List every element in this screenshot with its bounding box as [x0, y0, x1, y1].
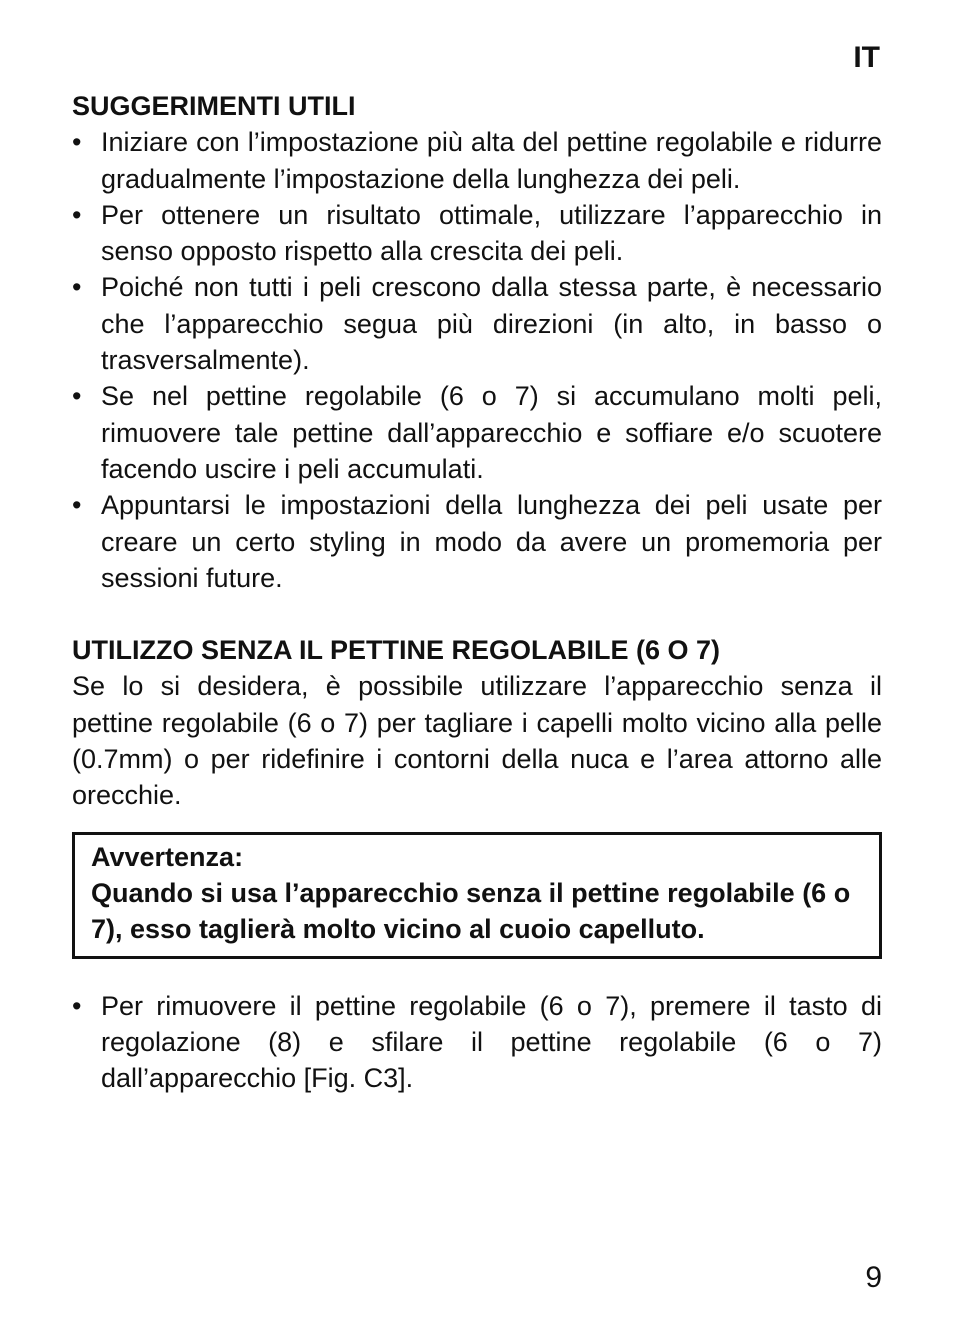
bullet-icon: •: [72, 381, 82, 412]
page-number: 9: [865, 1261, 882, 1294]
body-paragraph: Se lo si desidera, è possibile utilizzare l’apparecchio senza il pettine regolabile (6 o 7) per tagliare i capelli molto vicino alla pelle (0.7mm) o per ridefinire i contorni della nuca e l’area attorno alle orecchie.: [72, 671, 882, 811]
suggestions-list: [72, 124, 882, 596]
page-content: [72, 88, 882, 1096]
warning-box: [72, 832, 882, 959]
bullet-icon: •: [72, 272, 82, 303]
language-code: IT: [853, 41, 880, 74]
list-item-text: Per rimuovere il pettine regolabile (6 o 7), premere il tasto di regolazione (8) e sfilare il pettine regolabile (6 o 7) dall’apparecchio [Fig. C3].: [101, 990, 882, 1094]
warning-text: Quando si usa l’apparecchio senza il pettine regolabile (6 o 7), esso taglierà molto vicino al cuoio capelluto.: [91, 877, 851, 945]
list-item: [72, 269, 882, 378]
list-item: [72, 988, 882, 1097]
list-item-text: Per ottenere un risultato ottimale, utilizzare l’apparecchio in senso opposto rispetto alla crescita dei peli.: [101, 199, 882, 267]
list-item-text: Se nel pettine regolabile (6 o 7) si accumulano molti peli, rimuovere tale pettine dall’apparecchio e soffiare e/o scuotere facendo uscire i peli accumulati.: [101, 381, 882, 484]
warning-title: Avvertenza:: [91, 841, 244, 872]
removal-list: [72, 988, 882, 1097]
list-item-text: Poiché non tutti i peli crescono dalla stessa parte, è necessario che l’apparecchio segua più direzioni (in alto, in basso o trasversalmente).: [101, 272, 882, 376]
bullet-icon: •: [72, 127, 82, 158]
section-heading-without-comb: UTILIZZO SENZA IL PETTINE REGOLABILE (6 O 7): [72, 635, 721, 666]
list-item: [72, 487, 882, 596]
section-spacer: [72, 596, 882, 632]
section-heading-suggestions: SUGGERIMENTI UTILI: [72, 91, 356, 121]
list-item-text: Appuntarsi le impostazioni della lunghezza dei peli usate per creare un certo styling in modo da avere un promemoria per sessioni future.: [101, 490, 882, 593]
bullet-icon: •: [72, 490, 82, 521]
list-item: [72, 124, 882, 197]
bullet-icon: •: [72, 199, 82, 230]
list-item: [72, 197, 882, 270]
list-item: [72, 378, 882, 487]
list-item-text: Iniziare con l’impostazione più alta del pettine regolabile e ridurre gradualmente l’impostazione della lunghezza dei peli.: [101, 127, 882, 194]
bullet-icon: •: [72, 990, 82, 1021]
